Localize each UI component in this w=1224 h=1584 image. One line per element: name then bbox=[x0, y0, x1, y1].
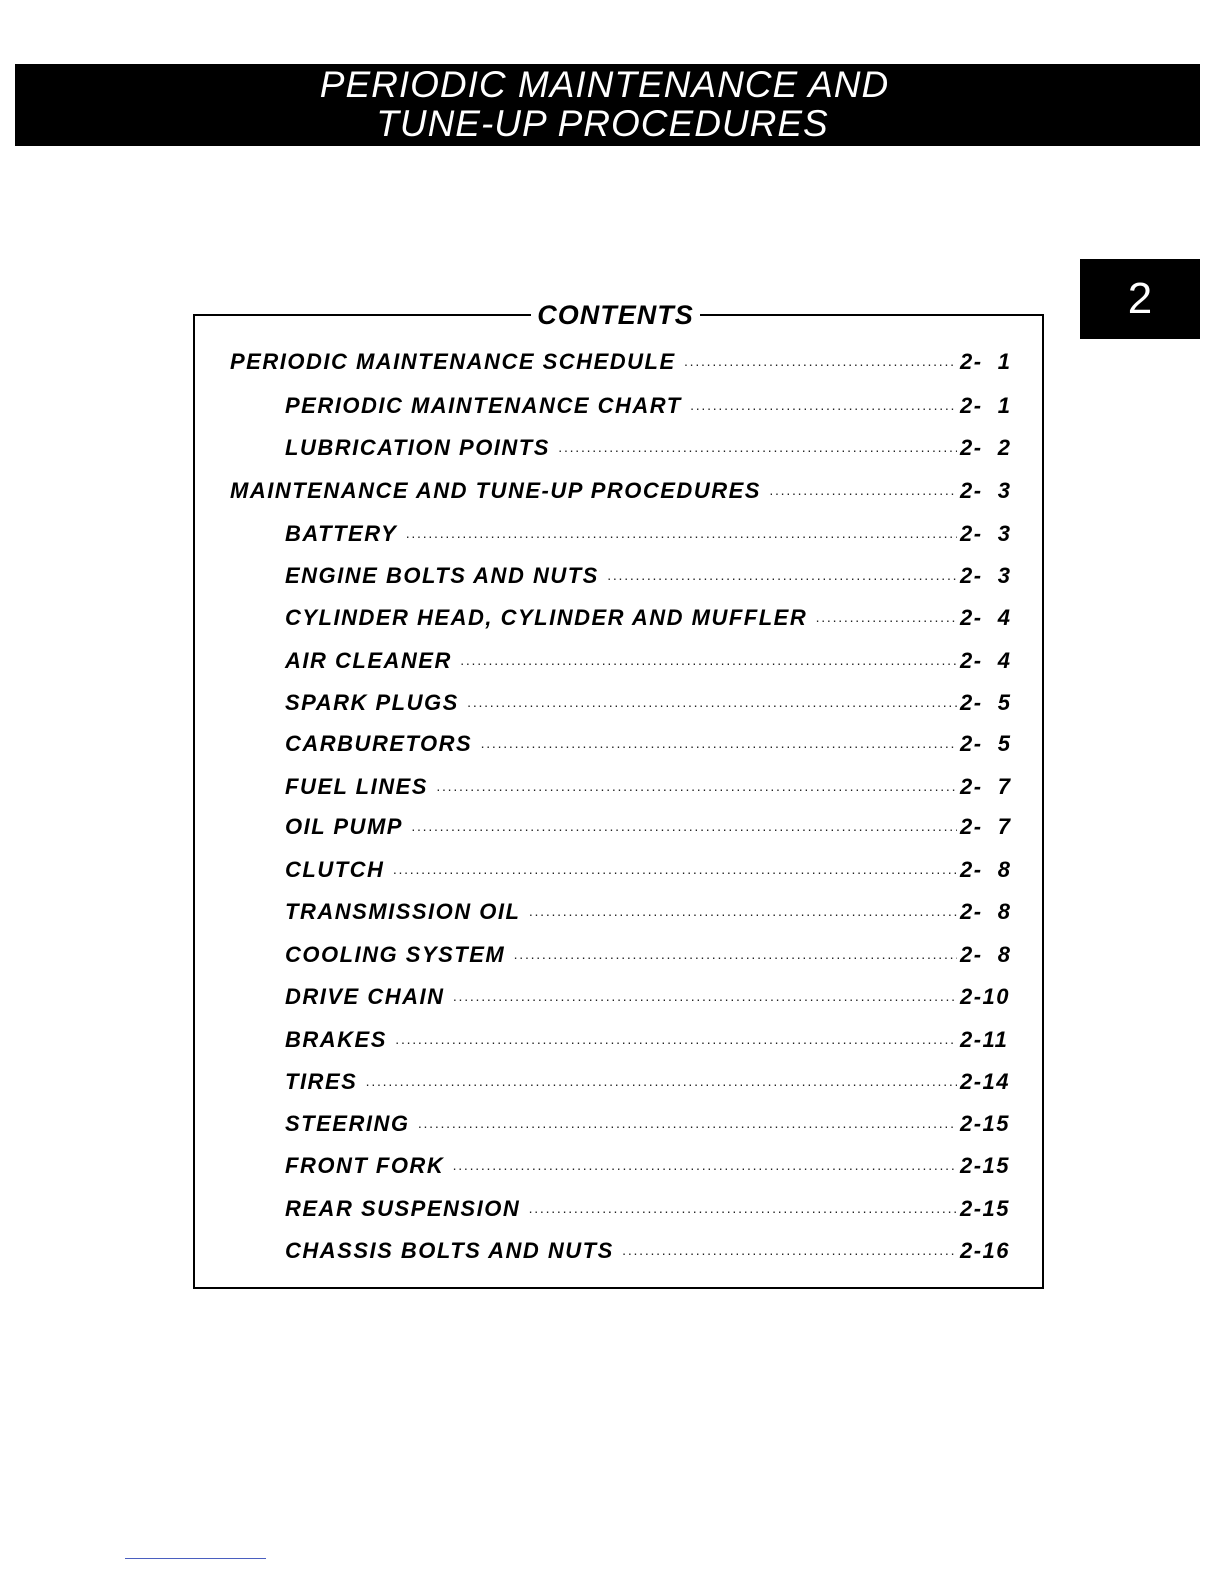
contents-heading: CONTENTS bbox=[537, 300, 694, 330]
toc-entry[interactable] bbox=[285, 562, 1018, 592]
chapter-number-tab: 2 bbox=[1080, 259, 1200, 339]
toc-entry[interactable] bbox=[285, 1237, 1018, 1267]
toc-entry-label: REAR SUSPENSION bbox=[285, 1196, 521, 1221]
toc-dot-leader bbox=[411, 815, 957, 843]
toc-entry[interactable] bbox=[285, 730, 1018, 760]
toc-entry-page: 2-15 bbox=[960, 1111, 1011, 1136]
toc-entry-label: DRIVE CHAIN bbox=[285, 984, 445, 1009]
toc-dot-leader bbox=[607, 564, 957, 592]
toc-entry[interactable] bbox=[285, 434, 1018, 464]
toc-entry[interactable] bbox=[285, 1068, 1018, 1098]
chapter-title-line-2: TUNE-UP PROCEDURES bbox=[376, 103, 829, 144]
toc-entry-label: BATTERY bbox=[285, 521, 398, 546]
toc-entry-page: 2- 4 bbox=[960, 648, 1012, 673]
toc-entry-label: STEERING bbox=[285, 1111, 410, 1136]
toc-entry[interactable] bbox=[285, 392, 1018, 422]
toc-entry-label: TIRES bbox=[285, 1069, 358, 1094]
toc-entry-page: 2- 3 bbox=[960, 521, 1012, 546]
toc-entry-label: CHASSIS BOLTS AND NUTS bbox=[285, 1238, 614, 1263]
toc-entry[interactable] bbox=[285, 520, 1018, 550]
chapter-title-line-1: PERIODIC MAINTENANCE AND bbox=[319, 64, 890, 105]
toc-entry-page: 2-15 bbox=[960, 1153, 1011, 1178]
toc-dot-leader bbox=[405, 522, 957, 550]
toc-entry[interactable] bbox=[285, 983, 1018, 1013]
toc-entry[interactable] bbox=[285, 941, 1018, 971]
toc-dot-leader bbox=[460, 649, 957, 677]
contents-frame-top-left-rule bbox=[193, 314, 531, 316]
toc-dot-leader bbox=[365, 1070, 957, 1098]
toc-entry-label: TRANSMISSION OIL bbox=[285, 899, 521, 924]
toc-entry-label: ENGINE BOLTS AND NUTS bbox=[285, 563, 599, 588]
toc-entry-page: 2-14 bbox=[960, 1069, 1011, 1094]
toc-entry-label: PERIODIC MAINTENANCE CHART bbox=[285, 393, 682, 418]
toc-entry-label: SPARK PLUGS bbox=[285, 690, 459, 715]
toc-entry[interactable] bbox=[285, 1195, 1018, 1225]
toc-dot-leader bbox=[558, 436, 957, 464]
toc-entry-page: 2-11 bbox=[960, 1027, 1009, 1052]
toc-entry-page: 2- 4 bbox=[960, 605, 1012, 630]
toc-entry[interactable] bbox=[285, 647, 1018, 677]
toc-dot-leader bbox=[452, 1154, 957, 1182]
toc-entry-label: MAINTENANCE AND TUNE-UP PROCEDURES bbox=[230, 478, 761, 503]
toc-entry-label: PERIODIC MAINTENANCE SCHEDULE bbox=[230, 349, 676, 374]
toc-entry[interactable] bbox=[285, 856, 1018, 886]
contents-frame-top-right-rule bbox=[700, 314, 1044, 316]
toc-dot-leader bbox=[690, 394, 957, 422]
toc-entry-page: 2- 7 bbox=[960, 774, 1012, 799]
toc-entry-label: CYLINDER HEAD, CYLINDER AND MUFFLER bbox=[285, 605, 808, 630]
toc-dot-leader bbox=[622, 1239, 957, 1267]
toc-entry[interactable] bbox=[285, 1110, 1018, 1140]
toc-entry-page: 2- 8 bbox=[960, 942, 1012, 967]
toc-entry-page: 2- 7 bbox=[960, 814, 1012, 839]
toc-entry-page: 2-16 bbox=[960, 1238, 1011, 1263]
toc-entry[interactable] bbox=[285, 813, 1018, 843]
toc-entry-label: OIL PUMP bbox=[285, 814, 403, 839]
toc-entry-label: BRAKES bbox=[285, 1027, 387, 1052]
toc-entry[interactable] bbox=[230, 348, 1018, 378]
toc-dot-leader bbox=[480, 732, 957, 760]
toc-dot-leader bbox=[528, 1197, 957, 1225]
footer-rule bbox=[125, 1558, 266, 1559]
toc-entry-page: 2- 8 bbox=[960, 899, 1012, 924]
toc-entry-page: 2- 2 bbox=[960, 435, 1012, 460]
toc-entry-page: 2- 3 bbox=[960, 563, 1012, 588]
toc-entry[interactable] bbox=[230, 477, 1018, 507]
toc-entry-label: COOLING SYSTEM bbox=[285, 942, 506, 967]
toc-dot-leader bbox=[769, 479, 957, 507]
toc-dot-leader bbox=[684, 350, 957, 378]
toc-dot-leader bbox=[513, 943, 957, 971]
toc-dot-leader bbox=[815, 606, 957, 634]
toc-dot-leader bbox=[395, 1028, 957, 1056]
toc-entry[interactable] bbox=[285, 604, 1018, 634]
toc-entry-page: 2-10 bbox=[960, 984, 1011, 1009]
toc-entry-label: CARBURETORS bbox=[285, 731, 473, 756]
toc-entry-page: 2-15 bbox=[960, 1196, 1011, 1221]
toc-entry-label: FUEL LINES bbox=[285, 774, 428, 799]
toc-entry-label: CLUTCH bbox=[285, 857, 385, 882]
toc-dot-leader bbox=[392, 858, 957, 886]
toc-entry-page: 2- 1 bbox=[960, 349, 1012, 374]
toc-entry[interactable] bbox=[285, 898, 1018, 928]
toc-entry-label: AIR CLEANER bbox=[285, 648, 452, 673]
toc-dot-leader bbox=[453, 985, 957, 1013]
toc-entry-page: 2- 1 bbox=[960, 393, 1012, 418]
toc-entry-page: 2- 8 bbox=[960, 857, 1012, 882]
toc-entry[interactable] bbox=[285, 1026, 1018, 1056]
toc-entry-page: 2- 5 bbox=[960, 690, 1012, 715]
toc-entry-page: 2- 5 bbox=[960, 731, 1012, 756]
toc-entry-page: 2- 3 bbox=[960, 478, 1012, 503]
toc-entry[interactable] bbox=[285, 1152, 1018, 1182]
chapter-title-banner bbox=[15, 64, 1200, 146]
toc-dot-leader bbox=[467, 691, 957, 719]
toc-entry-label: LUBRICATION POINTS bbox=[285, 435, 550, 460]
toc-dot-leader bbox=[528, 900, 957, 928]
toc-entry-label: FRONT FORK bbox=[285, 1153, 445, 1178]
toc-dot-leader bbox=[417, 1112, 957, 1140]
toc-entry[interactable] bbox=[285, 773, 1018, 803]
toc-entry[interactable] bbox=[285, 689, 1018, 719]
toc-dot-leader bbox=[436, 775, 957, 803]
